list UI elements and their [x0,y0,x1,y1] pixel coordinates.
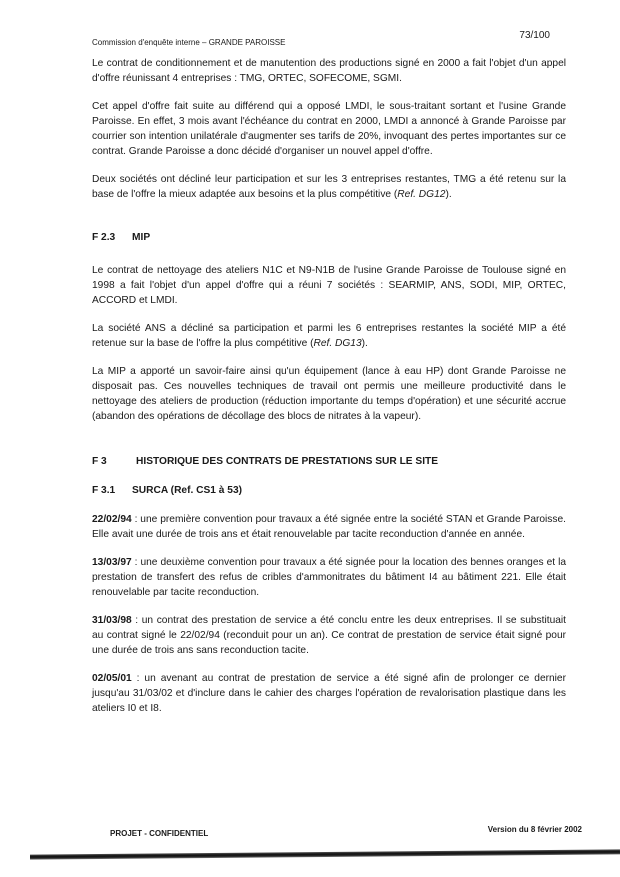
paragraph: Deux sociétés ont décliné leur participation et sur les 3 entreprises restantes, TMG a été retenu sur la base de l'offre la mieux adaptée aux besoins et la plus compétitive (Ref. DG12). [92,174,566,200]
page-number: 73/100 [519,30,550,41]
footer-confidential: PROJET - CONFIDENTIEL [110,829,209,838]
paragraph: Cet appel d'offre fait suite au différend qui a opposé LMDI, le sous-traitant sortant et l'usine Grande Paroisse. En effet, 3 mois avant l'échéance du contrat en 2000, LMDI a annoncé à Grande Paroisse par courrier son intention unilatérale d'augmenter ses tarifs de 20%, invoquant des pertes importantes sur ce contrat. Grande Paroisse a donc décidé d'organiser un nouvel appel d'offre. [92,101,566,157]
entry-date: 13/03/97 [92,557,132,568]
reference: Ref. DG13 [313,338,362,349]
entry-date: 02/05/01 [92,673,132,684]
section-heading-f23: F 2.3 MIP [92,232,151,243]
section-heading-f31: F 3.1 SURCA (Ref. CS1 à 53) [92,485,243,496]
paragraph: Le contrat de conditionnement et de manutention des productions signé en 2000 a fait l'objet d'un appel d'offre réunissant 4 entreprises : TMG, ORTEC, SOFECOME, SGMI. [92,58,566,84]
header-title: Commission d'enquête interne – GRANDE PAROISSE [92,38,286,47]
entry-date: 22/02/94 [92,514,132,525]
dated-entry: 31/03/98 : un contrat des prestation de service a été conclu entre les deux entreprises. Il se substituait au contrat signé le 22/02/94 (reconduit pour un an). Ce contrat de prestation de service était signé pour une durée de trois ans sans reconduction tacite. [92,615,566,656]
dated-entry: 22/02/94 : une première convention pour travaux a été signée entre la société STAN et Grande Paroisse. Elle avait une durée de trois ans et était renouvelable par tacite reconduction d'année en année. [92,514,566,540]
dated-entry: 13/03/97 : une deuxième convention pour travaux a été signée pour la location des bennes oranges et la prestation de transfert des refus de cribles d'ammonitrates du bâtiment I4 au bâtiment 221. Elle était renouvelable par tacite reconduction. [92,557,566,598]
scan-edge-line [30,849,620,859]
paragraph: La MIP a apporté un savoir-faire ainsi qu'un équipement (lance à eau HP) dont Grande Paroisse ne disposait pas. Ces nouvelles techniques de travail ont permis une meilleure productivité dans le nettoyage des ateliers de production (réduction importante du temps d'opération) et une sécurité accrue (abandon des opérations de décollage des blocs de nitrates à la vapeur). [92,366,566,422]
section-heading-f3: F 3 HISTORIQUE DES CONTRATS DE PRESTATIONS SUR LE SITE [92,456,439,467]
dated-entry: 02/05/01 : un avenant au contrat de prestation de service a été signé afin de prolonger ce dernier jusqu'au 31/03/02 et d'inclure dans le cahier des charges l'opération de revalorisation plastique dans les ateliers I0 et I8. [92,673,566,714]
paragraph: Le contrat de nettoyage des ateliers N1C et N9-N1B de l'usine Grande Paroisse de Toulouse signé en 1998 a fait l'objet d'un appel d'offre qui a réuni 7 sociétés : SEARMIP, ANS, SODI, MIP, ORTEC, ACCORD et LMDI. [92,265,566,306]
entry-date: 31/03/98 [92,615,132,626]
reference: Ref. DG12 [397,189,446,200]
paragraph: La société ANS a décliné sa participation et parmi les 6 entreprises restantes la société MIP a été retenue sur la base de l'offre la plus compétitive (Ref. DG13). [92,323,566,349]
footer-version: Version du 8 février 2002 [487,825,582,834]
document-body [92,56,566,729]
